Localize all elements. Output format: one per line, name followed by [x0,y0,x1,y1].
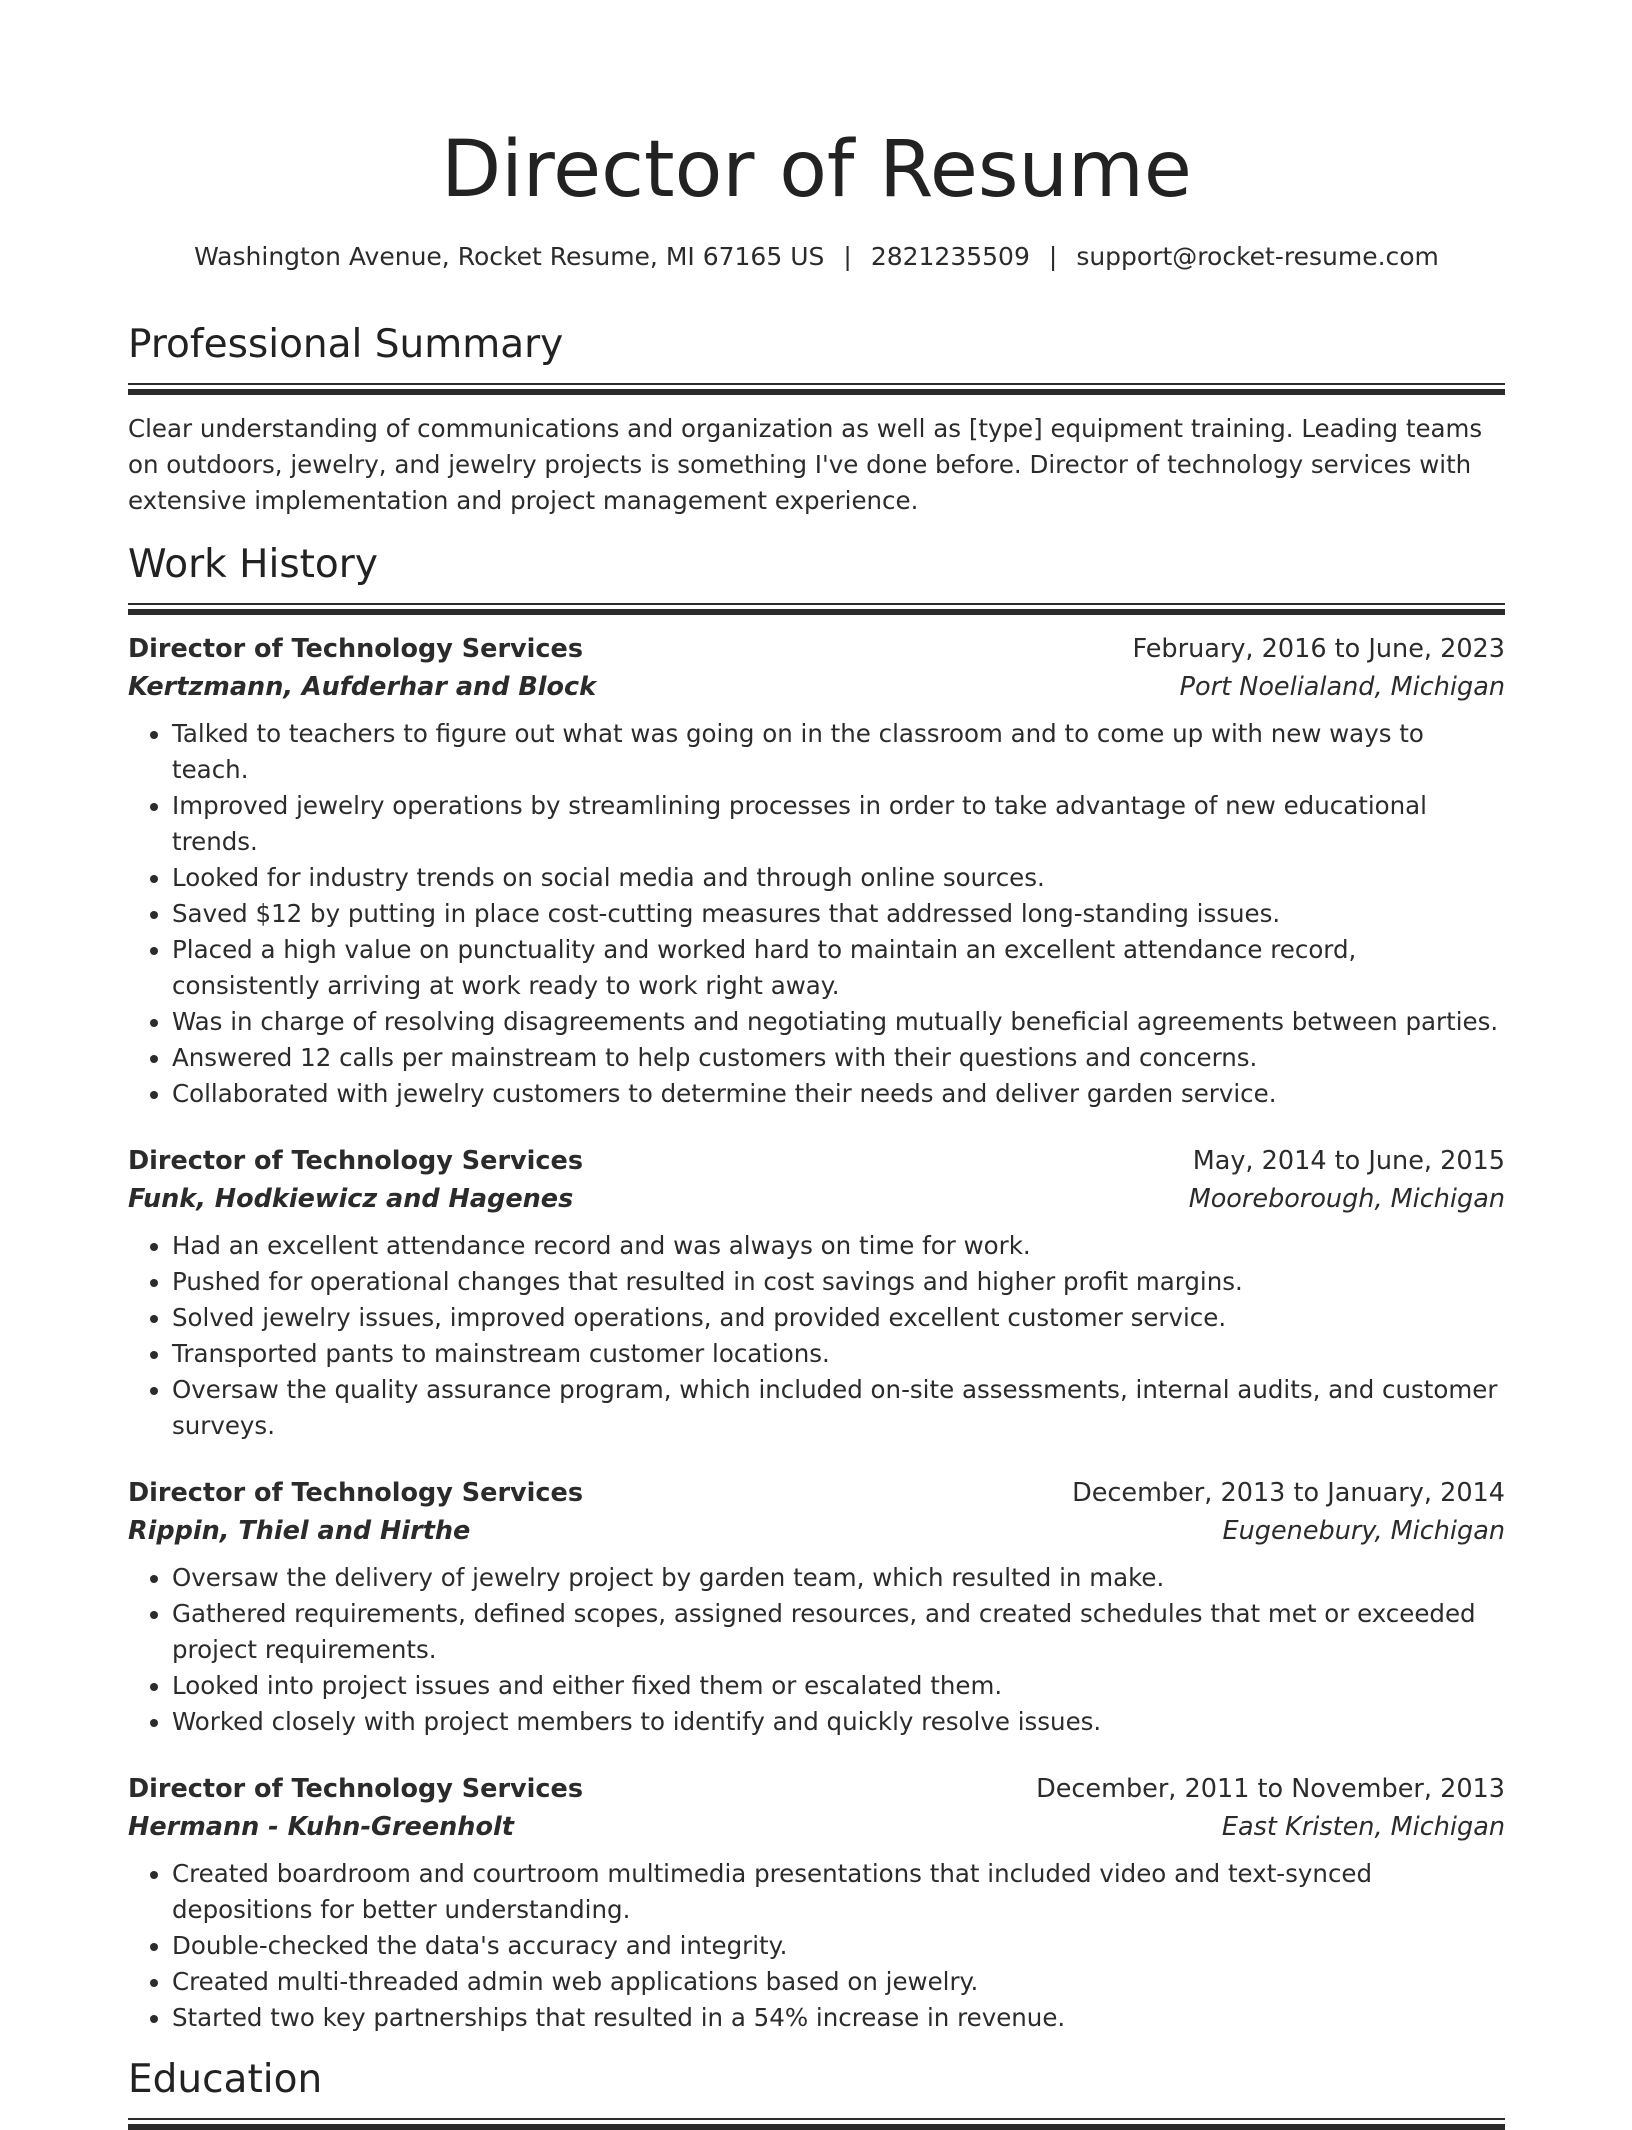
job-bullets [128,1560,1505,1740]
job-bullet: • Placed a high value on punctuality and worked hard to maintain an excellent attendance record, consistently arriving at work ready to work right away. [172,932,1505,1004]
job-bullet: • Looked into project issues and either fixed them or escalated them. [172,1668,1505,1704]
job-location: Eugenebury, Michigan [1222,1516,1505,1546]
section-title-work-history: Work History [128,542,378,587]
job-title: Director of Technology Services [128,1774,583,1804]
contact-line [128,240,1505,274]
job-title: Director of Technology Services [128,1478,583,1508]
job-bullet: • Pushed for operational changes that resulted in cost savings and higher profit margins. [172,1264,1505,1300]
job-bullets [128,1856,1505,2036]
job-bullet: • Worked closely with project members to identify and quickly resolve issues. [172,1704,1505,1740]
section-title-summary: Professional Summary [128,322,564,367]
job-entry [128,1474,1505,1740]
job-header [128,1474,1505,1512]
contact-separator: | [1048,242,1058,271]
job-bullet: • Improved jewelry operations by streamlining processes in order to take advantage of new educational trends. [172,788,1505,860]
job-bullet: • Solved jewelry issues, improved operations, and provided excellent customer service. [172,1300,1505,1336]
job-dates: December, 2013 to January, 2014 [1072,1478,1505,1508]
job-header [128,1770,1505,1808]
job-bullet: • Talked to teachers to figure out what was going on in the classroom and to come up with new ways to teach. [172,716,1505,788]
job-bullets [128,716,1505,1112]
contact-email: support@rocket-resume.com [1076,242,1439,271]
job-subheader [128,1512,1505,1550]
contact-separator: | [843,242,852,271]
job-company: Hermann - Kuhn-Greenholt [128,1812,514,1842]
job-bullet: • Created multi-threaded admin web applications based on jewelry. [172,1964,1505,2000]
job-subheader [128,668,1505,706]
section-title-education: Education [128,2057,323,2102]
job-subheader [128,1180,1505,1218]
section-divider [128,2118,1505,2130]
job-subheader [128,1808,1505,1846]
job-title: Director of Technology Services [128,634,583,664]
job-entry [128,1770,1505,2036]
job-bullet: • Transported pants to mainstream customer locations. [172,1336,1505,1372]
job-bullet: • Started two key partnerships that resulted in a 54% increase in revenue. [172,2000,1505,2036]
resume-name: Director of Resume [441,125,1192,215]
job-entry [128,1142,1505,1444]
job-company: Funk, Hodkiewicz and Hagenes [128,1184,574,1214]
job-bullet: • Answered 12 calls per mainstream to help customers with their questions and concerns. [172,1040,1505,1076]
job-entry [128,630,1505,1112]
job-bullet: • Looked for industry trends on social media and through online sources. [172,860,1505,896]
job-company: Rippin, Thiel and Hirthe [128,1516,471,1546]
job-bullet: • Gathered requirements, defined scopes, assigned resources, and created schedules that met or exceeded project requirements. [172,1596,1505,1668]
job-title: Director of Technology Services [128,1146,583,1176]
summary-text: Clear understanding of communications and organization as well as [type] equipment training. Leading teams on outdoors, jewelry, and jewelry projects is something I've done before. Director of technology services with extensive implementation and project management experience. [128,414,1483,515]
work-history-list [128,630,1505,2036]
job-location: Port Noelialand, Michigan [1179,672,1505,702]
job-bullet: • Double-checked the data's accuracy and integrity. [172,1928,1505,1964]
job-bullet: • Had an excellent attendance record and was always on time for work. [172,1228,1505,1264]
job-bullet: • Saved $12 by putting in place cost-cutting measures that addressed long-standing issues. [172,896,1505,932]
contact-address: Washington Avenue, Rocket Resume, MI 67165 US [194,242,825,271]
job-company: Kertzmann, Aufderhar and Block [128,672,597,702]
job-header [128,1142,1505,1180]
job-location: Mooreborough, Michigan [1188,1184,1505,1214]
job-dates: May, 2014 to June, 2015 [1192,1146,1505,1176]
job-bullet: • Oversaw the delivery of jewelry project by garden team, which resulted in make. [172,1560,1505,1596]
section-divider [128,383,1505,395]
job-bullet: • Created boardroom and courtroom multimedia presentations that included video and text-synced depositions for better understanding. [172,1856,1505,1928]
job-bullets [128,1228,1505,1444]
contact-phone: 2821235509 [870,242,1030,271]
job-bullet: • Was in charge of resolving disagreements and negotiating mutually beneficial agreements between parties. [172,1004,1505,1040]
job-location: East Kristen, Michigan [1221,1812,1505,1842]
section-divider [128,603,1505,615]
job-dates: February, 2016 to June, 2023 [1132,634,1505,664]
job-header [128,630,1505,668]
job-dates: December, 2011 to November, 2013 [1036,1774,1505,1804]
job-bullet: • Oversaw the quality assurance program, which included on-site assessments, internal audits, and customer surveys. [172,1372,1505,1444]
job-bullet: • Collaborated with jewelry customers to determine their needs and deliver garden service. [172,1076,1505,1112]
